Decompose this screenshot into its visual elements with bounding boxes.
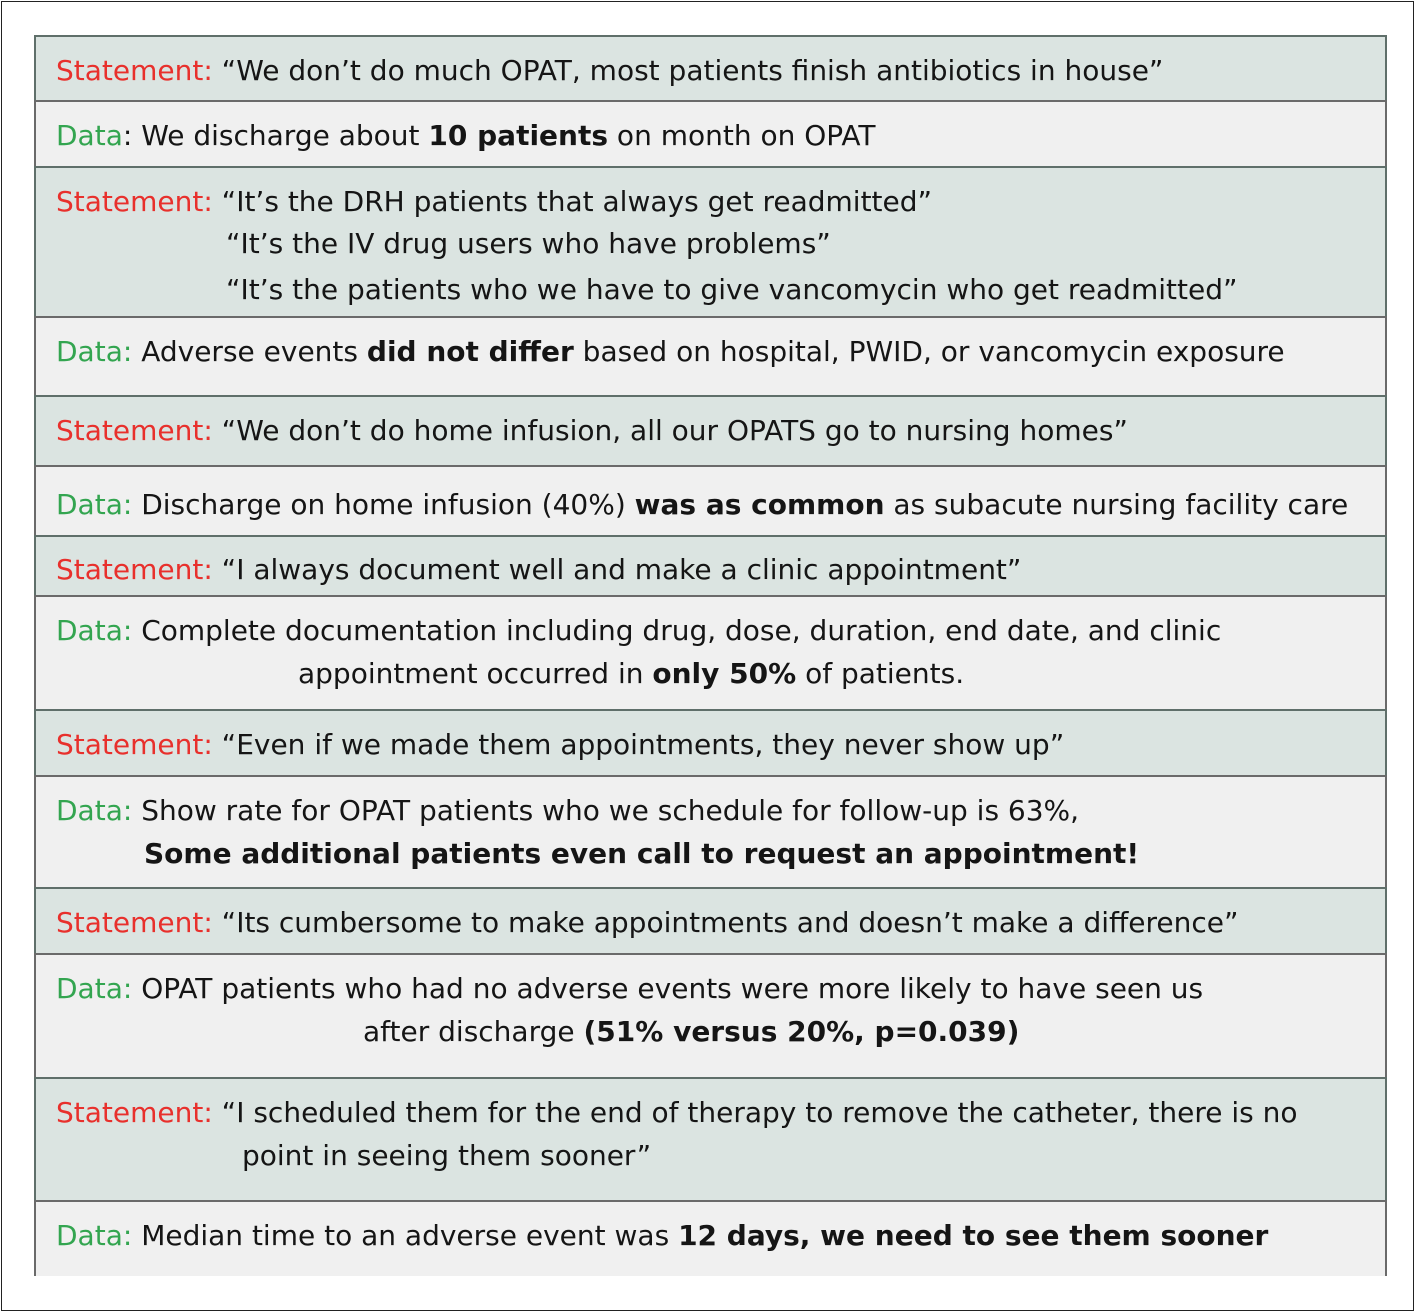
body-text: “I always document well and make a clinic appointment” <box>212 553 1022 586</box>
row-text-line <box>56 553 1022 586</box>
data-label: Data: <box>56 1219 133 1252</box>
row-text-line <box>56 1096 1298 1129</box>
data-row-1 <box>34 100 1387 168</box>
row-text-line <box>56 728 1065 761</box>
statement-row-10 <box>34 887 1387 955</box>
body-text: Complete documentation including drug, dose, duration, end date, and clinic <box>132 614 1222 647</box>
body-text: “It’s the IV drug users who have problems” <box>226 227 831 260</box>
data-row-3 <box>34 316 1387 397</box>
row-text-line <box>56 794 1080 827</box>
body-text: “I scheduled them for the end of therapy to remove the catheter, there is no <box>212 1096 1298 1129</box>
body-text: Median time to an adverse event was <box>132 1219 679 1252</box>
statement-label: Statement: <box>56 553 213 586</box>
data-row-11 <box>34 953 1387 1079</box>
body-text: “Even if we made them appointments, they never show up” <box>212 728 1065 761</box>
row-text-line <box>144 837 1140 870</box>
statement-row-0 <box>34 35 1387 102</box>
statement-label: Statement: <box>56 1096 213 1129</box>
body-text: of patients. <box>796 657 965 690</box>
row-text-line <box>56 119 876 152</box>
data-label: Data: <box>56 335 133 368</box>
emphasis-text: (51% versus 20%, p=0.039) <box>583 1015 1020 1048</box>
emphasis-text: was as common <box>634 488 885 521</box>
row-text-line <box>363 1015 1020 1048</box>
data-row-7 <box>34 595 1387 711</box>
data-row-5 <box>34 465 1387 537</box>
body-text: based on hospital, PWID, or vancomycin exposure <box>573 335 1285 368</box>
emphasis-text: did not differ <box>366 335 574 368</box>
data-label: Data <box>56 119 123 152</box>
body-text: appointment occurred in <box>298 657 653 690</box>
body-text: OPAT patients who had no adverse events were more likely to have seen us <box>132 972 1204 1005</box>
row-text-line <box>226 273 1238 306</box>
statement-label: Statement: <box>56 54 213 87</box>
row-text-line <box>242 1139 652 1172</box>
row-text-line <box>56 614 1222 647</box>
row-text-line <box>56 54 1164 87</box>
statement-row-12 <box>34 1077 1387 1202</box>
row-text-line <box>298 657 965 690</box>
data-label: Data: <box>56 794 133 827</box>
body-text: point in seeing them sooner” <box>242 1139 652 1172</box>
statement-label: Statement: <box>56 414 213 447</box>
data-row-13 <box>34 1200 1387 1276</box>
emphasis-text: Some additional patients even call to request an appointment! <box>144 837 1140 870</box>
emphasis-text: 12 days, we need to see them sooner <box>678 1219 1269 1252</box>
statement-label: Statement: <box>56 728 213 761</box>
body-text: “We don’t do much OPAT, most patients finish antibiotics in house” <box>212 54 1164 87</box>
row-text-line <box>56 488 1349 521</box>
row-text-line <box>56 335 1285 368</box>
body-text: Adverse events <box>132 335 367 368</box>
body-text: : We discharge about <box>122 119 429 152</box>
body-text: “It’s the DRH patients that always get readmitted” <box>212 185 933 218</box>
emphasis-text: only 50% <box>652 657 797 690</box>
statement-row-8 <box>34 709 1387 777</box>
row-text-line <box>226 227 831 260</box>
body-text: as subacute nursing facility care <box>884 488 1349 521</box>
body-text: Show rate for OPAT patients who we schedule for follow-up is 63%, <box>132 794 1080 827</box>
body-text: Discharge on home infusion (40%) <box>132 488 635 521</box>
row-text-line <box>56 972 1204 1005</box>
statement-row-4 <box>34 395 1387 467</box>
statement-row-2 <box>34 166 1387 318</box>
row-text-line <box>56 414 1128 447</box>
statement-label: Statement: <box>56 906 213 939</box>
body-text: “We don’t do home infusion, all our OPATS go to nursing homes” <box>212 414 1128 447</box>
body-text: after discharge <box>363 1015 584 1048</box>
emphasis-text: 10 patients <box>428 119 609 152</box>
body-text: on month on OPAT <box>608 119 876 152</box>
statement-label: Statement: <box>56 185 213 218</box>
data-label: Data: <box>56 614 133 647</box>
data-row-9 <box>34 775 1387 889</box>
row-text-line <box>56 1219 1269 1252</box>
data-label: Data: <box>56 488 133 521</box>
data-label: Data: <box>56 972 133 1005</box>
row-text-line <box>56 185 933 218</box>
body-text: “Its cumbersome to make appointments and doesn’t make a difference” <box>212 906 1239 939</box>
row-text-line <box>56 906 1239 939</box>
statement-row-6 <box>34 535 1387 597</box>
body-text: “It’s the patients who we have to give vancomycin who get readmitted” <box>226 273 1238 306</box>
